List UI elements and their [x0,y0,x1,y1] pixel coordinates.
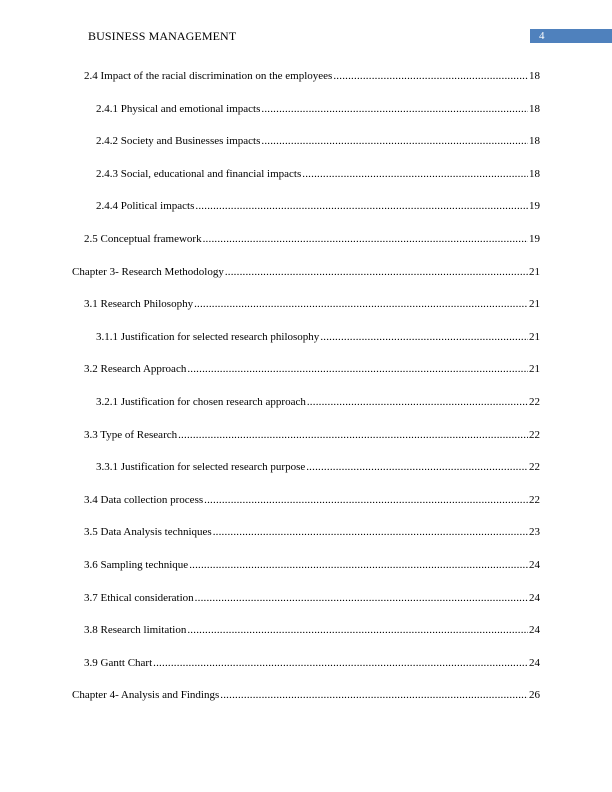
toc-entry-page: 21 [529,298,540,311]
toc-entry-page: 21 [529,330,540,343]
toc-entry-title: 3.6 Sampling technique [84,559,189,571]
toc-dot-leader [261,135,528,147]
toc-entry[interactable] [84,70,540,86]
toc-entry-title: 3.4 Data collection process [84,493,204,506]
toc-dot-leader [261,103,528,115]
toc-entry-page: 21 [529,265,540,278]
toc-entry-page: 26 [529,689,540,702]
toc-entry-page: 18 [529,102,540,115]
page-number: 4 [539,30,545,42]
toc-entry[interactable] [96,168,540,184]
toc-entry-title: 3.2.1 Justification for chosen research approach [96,396,306,408]
toc-entry[interactable] [84,657,540,673]
toc-entry-title: 2.4 Impact of the racial discrimination on the employees [84,70,333,82]
toc-entry[interactable] [72,689,540,705]
toc-entry-title: 3.2 Research Approach [84,363,187,376]
toc-entry-page: 24 [529,591,540,604]
toc-entry-title: 2.4.4 Political impacts [96,200,195,213]
toc-entry-page: 22 [529,428,540,441]
toc-entry[interactable] [96,200,540,216]
toc-entry-page: 19 [529,200,540,213]
toc-dot-leader [187,363,528,375]
toc-entry-page: 22 [529,396,540,408]
toc-entry-page: 24 [529,624,540,637]
toc-entry[interactable] [84,429,540,445]
toc-dot-leader [320,331,528,343]
toc-entry[interactable] [84,592,540,608]
toc-entry-title: 2.4.3 Social, educational and financial impacts [96,167,302,180]
toc-dot-leader [195,592,528,604]
toc-entry-title: 3.9 Gantt Chart [84,656,153,669]
toc-entry-page: 23 [529,526,540,539]
toc-dot-leader [203,233,528,245]
toc-dot-leader [307,396,528,408]
toc-dot-leader [225,266,528,278]
toc-entry-title: 2.4.2 Society and Businesses impacts [96,135,261,148]
toc-dot-leader [204,494,528,506]
toc-entry[interactable] [96,396,540,412]
toc-entry[interactable] [96,331,540,347]
toc-dot-leader [195,200,528,212]
toc-entry-page: 18 [529,167,540,180]
toc-dot-leader [306,461,528,473]
toc-dot-leader [213,526,528,538]
toc-entry-page: 19 [529,233,540,245]
toc-entry[interactable] [84,298,540,314]
toc-entry-title: 3.7 Ethical consideration [84,591,194,604]
toc-entry[interactable] [96,135,540,151]
toc-entry[interactable] [84,624,540,640]
toc-entry-page: 24 [529,559,540,571]
toc-entry-title: Chapter 3- Research Methodology [72,265,224,278]
toc-entry[interactable] [84,559,540,575]
toc-entry-page: 18 [529,70,540,82]
toc-dot-leader [194,298,528,310]
toc-dot-leader [333,70,528,82]
running-header-title: BUSINESS MANAGEMENT [88,29,237,43]
toc-entry[interactable] [72,266,540,282]
toc-entry-page: 22 [529,493,540,506]
toc-entry-title: Chapter 4- Analysis and Findings [72,689,220,702]
toc-entry-title: 3.5 Data Analysis techniques [84,526,212,539]
toc-entry[interactable] [84,494,540,510]
toc-dot-leader [189,559,528,571]
toc-entry[interactable] [96,103,540,119]
toc-entry-title: 3.8 Research limitation [84,624,187,637]
toc-entry-page: 18 [529,135,540,148]
toc-dot-leader [302,168,528,180]
toc-dot-leader [178,429,528,441]
toc-entry-title: 3.3 Type of Research [84,428,178,441]
toc-entry-page: 24 [529,656,540,669]
toc-entry-title: 3.3.1 Justification for selected research purpose [96,461,306,474]
toc-entry[interactable] [84,363,540,379]
toc-entry-title: 3.1 Research Philosophy [84,298,194,311]
toc-entry-title: 3.1.1 Justification for selected research philosophy [96,330,320,343]
toc-entry-page: 22 [529,461,540,474]
toc-entry-page: 21 [529,363,540,376]
toc-dot-leader [153,657,528,669]
toc-dot-leader [220,689,528,701]
toc-entry[interactable] [96,461,540,477]
toc-entry-title: 2.5 Conceptual framework [84,233,202,245]
page-number-badge [530,29,612,43]
toc-entry[interactable] [84,526,540,542]
toc-entry-title: 2.4.1 Physical and emotional impacts [96,102,261,115]
toc-entry[interactable] [84,233,540,249]
toc-dot-leader [187,624,528,636]
